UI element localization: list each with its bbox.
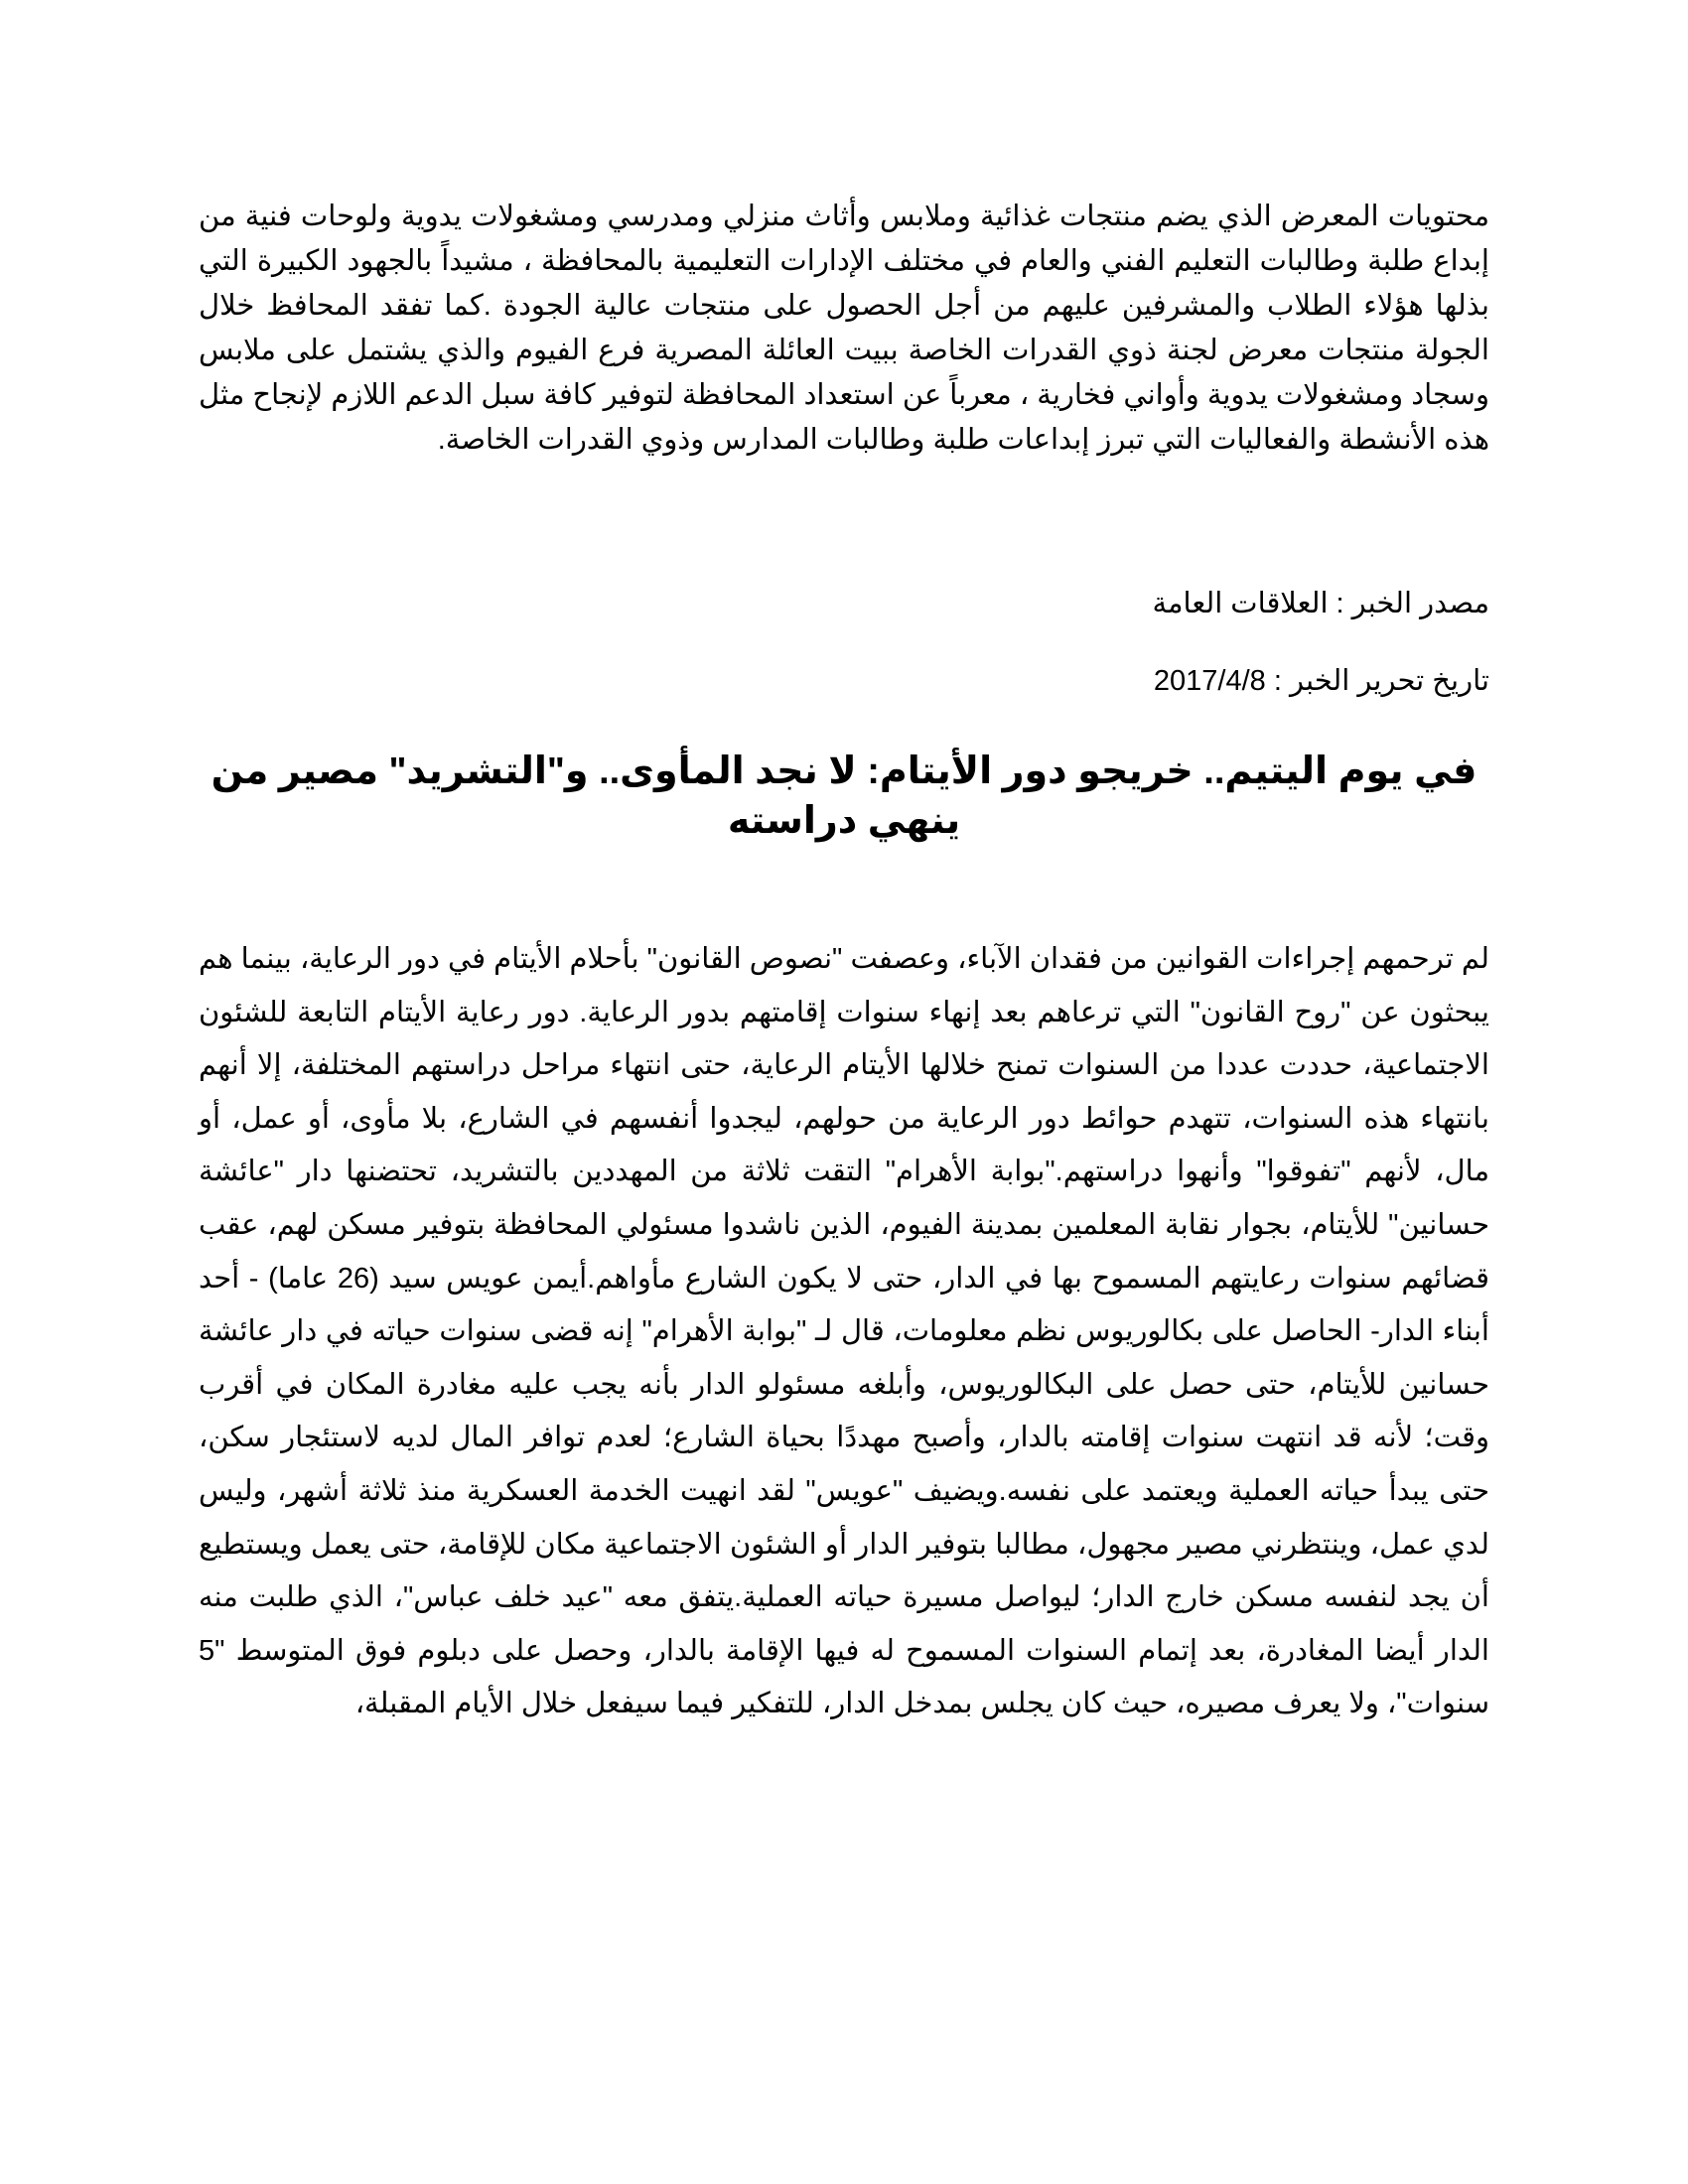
intro-paragraph: محتويات المعرض الذي يضم منتجات غذائية وملابس وأثاث منزلي ومدرسي ومشغولات يدوية ولوحات فنية من إبداع طلبة وطالبات التعليم الفني والعام في مختلف الإدارات التعليمية بالمحافظة ، مشيداً بالجهود الكبيرة التي بذلها هؤلاء الطلاب والمشرفين عليهم من أجل الحصول على منتجات عالية الجودة .كما تفقد المحافظ خلال الجولة منتجات معرض لجنة ذوي القدرات الخاصة ببيت العائلة المصرية فرع الفيوم والذي يشتمل على ملابس وسجاد ومشغولات يدوية وأواني فخارية ، معرباً عن استعداد المحافظة لتوفير كافة سبل الدعم اللازم لإنجاح مثل هذه الأنشطة والفعاليات التي تبرز إبداعات طلبة وطالبات المدارس وذوي القدرات الخاصة.: [199, 201, 1489, 456]
article-body: لم ترحمهم إجراءات القوانين من فقدان الآباء، وعصفت "نصوص القانون" بأحلام الأيتام في دور الرعاية، بينما هم يبحثون عن "روح القانون" التي ترعاهم بعد إنهاء سنوات إقامتهم بدور الرعاية. دور رعاية الأيتام التابعة للشئون الاجتماعية، حددت عددا من السنوات تمنح خلالها الأيتام الرعاية، حتى انتهاء مراحل دراستهم المختلفة، إلا أنهم بانتهاء هذه السنوات، تتهدم حوائط دور الرعاية من حولهم، ليجدوا أنفسهم في الشارع، بلا مأوى، أو عمل، أو مال، لأنهم "تفوقوا" وأنهوا دراستهم."بوابة الأهرام" التقت ثلاثة من المهددين بالتشريد، تحتضنها دار "عائشة حسانين" للأيتام، بجوار نقابة المعلمين بمدينة الفيوم، الذين ناشدوا مسئولي المحافظة بتوفير مسكن لهم، عقب قضائهم سنوات رعايتهم المسموح بها في الدار، حتى لا يكون الشارع مأواهم.أيمن عويس سيد (26 عاما) - أحد أبناء الدار- الحاصل على بكالوريوس نظم معلومات، قال لـ "بوابة الأهرام" إنه قضى سنوات حياته في دار عائشة حسانين للأيتام، حتى حصل على البكالوريوس، وأبلغه مسئولو الدار بأنه يجب عليه مغادرة المكان في أقرب وقت؛ لأنه قد انتهت سنوات إقامته بالدار، وأصبح مهددًا بحياة الشارع؛ لعدم توافر المال لديه لاستئجار سكن، حتى يبدأ حياته العملية ويعتمد على نفسه.ويضيف "عويس" لقد انهيت الخدمة العسكرية منذ ثلاثة أشهر، وليس لدي عمل، وينتظرني مصير مجهول، مطالبا بتوفير الدار أو الشئون الاجتماعية مكان للإقامة، حتى يعمل ويستطيع أن يجد لنفسه مسكن خارج الدار؛ ليواصل مسيرة حياته العملية.يتفق معه "عيد خلف عباس"، الذي طلبت منه الدار أيضا المغادرة، بعد إتمام السنوات المسموح له فيها الإقامة بالدار، وحصل على دبلوم فوق المتوسط "5 سنوات"، ولا يعرف مصيره، حيث كان يجلس بمدخل الدار، للتفكير فيما سيفعل خلال الأيام المقبلة،: [199, 943, 1489, 1720]
article-headline: في يوم اليتيم.. خريجو دور الأيتام: لا نجد المأوى.. و"التشريد" مصير من ينهي دراسته: [211, 751, 1477, 842]
news-date: تاريخ تحرير الخبر : 2017/4/8: [1153, 665, 1489, 697]
news-source: مصدر الخبر : العلاقات العامة: [1152, 588, 1489, 619]
